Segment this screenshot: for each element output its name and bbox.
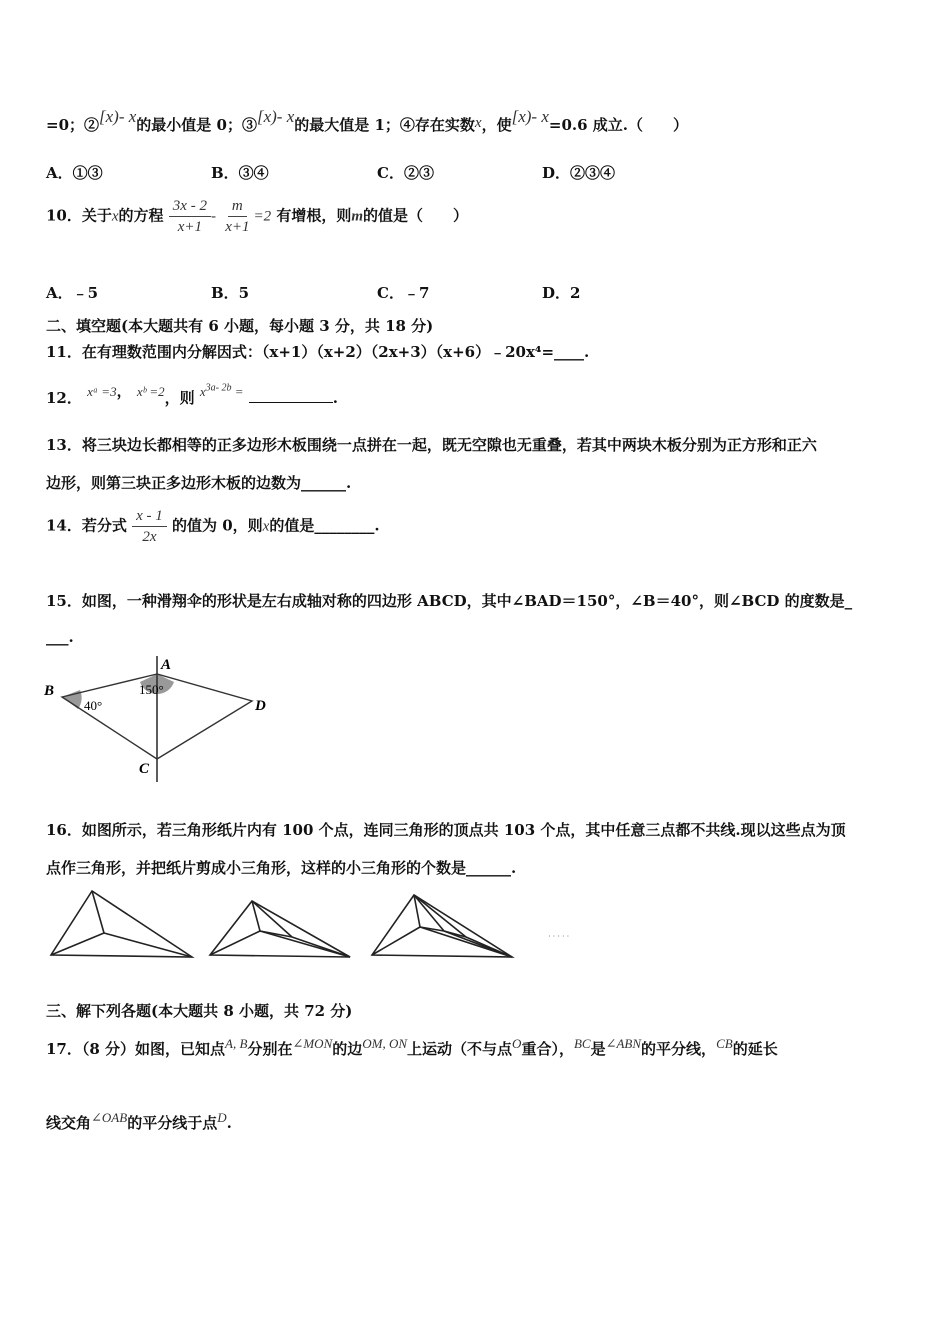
section-2-heading: 二、填空题(本大题共有 6 小题，每小题 3 分，共 18 分) (46, 317, 434, 335)
q17-line-1 (46, 1038, 778, 1059)
q10-fraction-2 (221, 196, 253, 237)
q12-expr (200, 384, 244, 399)
q13-line-1: 13．将三块边长都相等的正多边形木板围绕一点拼在一起，既无空隙也无重叠，若其中两块木板分别为正方形和正六 (46, 436, 817, 454)
q9-option-d: D．②③④ (542, 164, 616, 182)
q12-answer-blank[interactable] (249, 402, 333, 403)
q15-kite-figure (40, 652, 280, 784)
q12-part2: xᵇ =2 (136, 384, 165, 399)
q14-fraction (132, 506, 167, 547)
q10-text-c: 的值是（ ） (363, 206, 469, 225)
q17-text-a: 分别在 (247, 1040, 293, 1058)
q17-text-b: 的边 (332, 1040, 363, 1058)
triangle-2 (210, 901, 350, 957)
q17-angle-mon: ∠MON (292, 1036, 333, 1051)
q17-line-2 (46, 1112, 232, 1133)
q16-line-1: 16．如图所示，若三角形纸片内有 100 个点，连同三角形的顶点共 103 个点，其中任意三点都不共线.现以这些点为顶 (46, 821, 846, 839)
q9-statement (46, 107, 689, 135)
q12-statement (46, 380, 339, 407)
q12-part1: xᵃ =3 (87, 384, 117, 399)
q17-text-c: 上运动（不与点 (407, 1040, 513, 1058)
triangle-3 (372, 895, 512, 957)
q9-text-b: 的最大值是 1；④存在实数 (294, 116, 475, 134)
label-d: D (255, 698, 266, 714)
q16-line-2: 点作三角形，并把纸片剪成小三角形，这样的小三角形的个数是______. (46, 859, 517, 877)
q14-statement (46, 506, 380, 547)
q12-eq: = (234, 384, 244, 399)
q17-point-o: O (512, 1036, 522, 1051)
angle-a-label: 150° (139, 682, 164, 697)
q9-text-c: ，使 (481, 116, 512, 134)
label-a: A (161, 657, 172, 673)
q9-text-d: =0.6 成立.（ ） (548, 116, 689, 134)
label-c: C (139, 761, 150, 777)
q12-label: 12． (46, 389, 82, 407)
q10-equals: =2 (253, 208, 272, 225)
q14-text-b: 的值是________. (269, 516, 380, 535)
q13-line-2: 边形，则第三块正多边形木板的边数为______. (46, 474, 352, 492)
q10-option-c: C．﹣7 (377, 284, 430, 302)
q17-line2-b: 的平分线于点 (127, 1114, 218, 1132)
label-b: B (44, 683, 55, 699)
q10-text-b: 有增根，则 (276, 206, 352, 225)
q15-line-2: ___. (46, 628, 74, 646)
q17-text-e: 是 (590, 1040, 606, 1058)
q14-frac-den: 2x (142, 529, 157, 545)
q9-option-a: A．①③ (46, 164, 103, 182)
q17-line2-a: 线交角 (46, 1114, 92, 1132)
q10-fraction-1 (169, 196, 211, 237)
q10-frac1-num: 3x - 2 (169, 196, 211, 217)
q16-triangle-figures (46, 887, 606, 967)
q9-var-x: x (474, 115, 482, 131)
q17-text-d: 重合）， (521, 1040, 574, 1058)
q11-statement: 11．在有理数范围内分解因式：（x+1）（x+2）（2x+3）（x+6）﹣20x⁴=____. (46, 343, 590, 361)
triangle-1 (51, 891, 192, 957)
angle-b-label: 40° (84, 698, 103, 713)
q17-cb: CB (716, 1036, 733, 1051)
q9-expr-a: [x)- x (99, 107, 137, 126)
q12-end: . (332, 389, 339, 407)
q10-text-a: 的方程 (118, 206, 164, 225)
q10-statement (46, 196, 468, 237)
q10-var-x: x (111, 208, 119, 225)
q17-point-d: D (217, 1110, 227, 1125)
section-3-heading: 三、解下列各题(本大题共 8 小题，共 72 分) (46, 1002, 353, 1020)
q10-frac2-num: m (228, 196, 247, 217)
q14-frac-num: x - 1 (132, 506, 167, 527)
q17-points-ab: A, B (225, 1036, 248, 1051)
q10-option-d: D．2 (542, 284, 581, 302)
q10-frac2-den: x+1 (225, 219, 250, 235)
q17-prefix: 17．（8 分）如图，已知点 (46, 1040, 226, 1058)
q10-var-m: m (351, 208, 364, 225)
q10-option-b: B．5 (211, 284, 250, 302)
q10-minus: - (210, 208, 216, 225)
q14-text-a: 的值为 0，则 (172, 516, 263, 535)
q17-bc: BC (573, 1036, 591, 1051)
q17-text-f: 的平分线， (641, 1040, 717, 1058)
q10-prefix: 10．关于 (46, 206, 112, 225)
q9-prefix: =0；② (46, 116, 100, 134)
q12-expr-base: x (199, 384, 206, 399)
q15-line-1: 15．如图，一种滑翔伞的形状是左右成轴对称的四边形 ABCD，其中∠BAD＝150°，∠B＝40°，则∠BCD 的度数是_ (46, 592, 853, 610)
q17-sides: OM, ON (362, 1036, 408, 1051)
q16-ellipsis: · · · · · (548, 932, 570, 941)
q9-expr-b: [x)- x (256, 107, 295, 126)
q10-frac1-den: x+1 (177, 219, 203, 235)
q9-expr-c: [x)- x (511, 107, 549, 126)
q9-option-c: C．②③ (377, 164, 434, 182)
q17-text-g: 的延长 (732, 1040, 778, 1058)
q12-sep: ， (116, 382, 132, 400)
q10-option-a: A．﹣5 (46, 284, 99, 302)
q14-prefix: 14．若分式 (46, 516, 127, 535)
q14-var-x: x (262, 518, 270, 535)
q17-end: . (226, 1114, 232, 1132)
q9-option-b: B．③④ (211, 164, 269, 182)
q9-text-a: 的最小值是 0；③ (136, 116, 257, 134)
q17-angle-abn: ∠ABN (605, 1036, 642, 1051)
q17-angle-oab: ∠OAB (91, 1110, 128, 1125)
q12-text: ，则 (164, 389, 195, 407)
q12-expr-exp: 3a- 2b (205, 382, 232, 394)
